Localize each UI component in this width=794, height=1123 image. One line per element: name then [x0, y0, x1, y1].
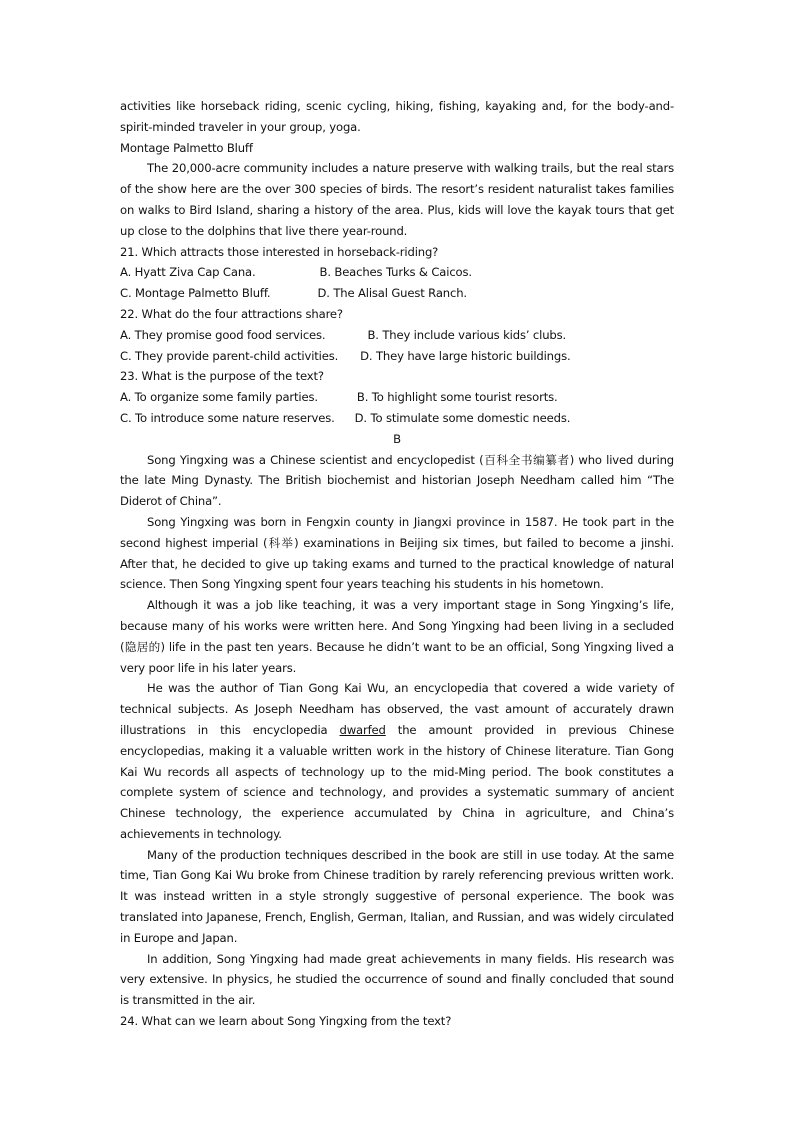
- option-21-a[interactable]: A. Hyatt Ziva Cap Cana.: [120, 265, 256, 280]
- passage-b-paragraph-2: Song Yingxing was born in Fengxin county in Jiangxi province in 1587. He took part in the second highest imperial (科举) examinations in Beijing six times, but failed to become a jinshi. After that, he decided to give up taking exams and turned to the practical knowledge of natural science. Then Song Yingxing spent four years teaching his students in his hometown.: [120, 514, 674, 592]
- question-21-stem: 21. Which attracts those interested in horseback-riding?: [120, 244, 439, 259]
- passage-b-paragraph-1: Song Yingxing was a Chinese scientist and encyclopedist (百科全书编纂者) who lived during the late Ming Dynasty. The British biochemist and historian Joseph Needham called him “The Diderot of China”.: [120, 452, 674, 509]
- intro-paragraph-end: activities like horseback riding, scenic cycling, hiking, fishing, kayaking and, for the body-and-spirit-minded traveler in your group, yoga.: [120, 99, 674, 134]
- option-21-c[interactable]: C. Montage Palmetto Bluff.: [120, 286, 271, 301]
- question-23: [120, 366, 674, 428]
- question-23-stem: 23. What is the purpose of the text?: [120, 369, 324, 384]
- question-21: [120, 242, 674, 304]
- option-22-d[interactable]: D. They have large historic buildings.: [360, 348, 571, 363]
- passage-b-paragraph-3: Although it was a job like teaching, it was a very important stage in Song Yingxing’s life, because many of his works were written here. And Song Yingxing had been living in a secluded (隐居的) life in the past ten years. Because he didn’t want to be an official, Song Yingxing lived a very poor life in his later years.: [120, 598, 674, 675]
- underlined-word-dwarfed: dwarfed: [339, 722, 386, 737]
- question-22: [120, 304, 674, 366]
- montage-heading: Montage Palmetto Bluff: [120, 140, 253, 155]
- exam-page: [120, 96, 674, 1032]
- question-23-row-2: [120, 408, 674, 429]
- option-22-b[interactable]: B. They include various kids’ clubs.: [367, 327, 567, 342]
- option-23-a[interactable]: A. To organize some family parties.: [120, 390, 318, 405]
- question-22-row-1: [120, 325, 674, 346]
- question-22-stem: 22. What do the four attractions share?: [120, 306, 343, 321]
- question-22-row-2: [120, 346, 674, 367]
- section-b-label: B: [393, 431, 401, 446]
- passage-b-paragraph-4: [120, 678, 674, 844]
- option-22-c[interactable]: C. They provide parent-child activities.: [120, 348, 339, 363]
- question-21-row-1: [120, 262, 674, 283]
- question-23-row-1: [120, 387, 674, 408]
- passage-b-paragraph-6: In addition, Song Yingxing had made great achievements in many fields. His research was very extensive. In physics, he studied the occurrence of sound and finally concluded that sound is transmitted in the air.: [120, 951, 674, 1008]
- option-23-d[interactable]: D. To stimulate some domestic needs.: [354, 410, 571, 425]
- paragraph-4-text-after: the amount provided in previous Chinese encyclopedias, making it a valuable written work in the history of Chinese literature. Tian Gong Kai Wu records all aspects of technology up to the mid-Ming period. The book constitutes a complete system of science and technology, and provides a systematic summary of ancient Chinese technology, the experience accumulated by China in agriculture, and China’s achievements in technology.: [120, 722, 674, 841]
- option-23-b[interactable]: B. To highlight some tourist resorts.: [356, 390, 558, 405]
- option-23-c[interactable]: C. To introduce some nature reserves.: [120, 410, 335, 425]
- paragraph-4-text-before: He was the author of Tian Gong Kai Wu, an encyclopedia that covered a wide variety of technical subjects. As Joseph Needham has observed, the vast amount of accurately drawn illustrations in this encyclopedia: [120, 681, 674, 737]
- question-24-stem: 24. What can we learn about Song Yingxing from the text?: [120, 1014, 452, 1029]
- option-21-d[interactable]: D. The Alisal Guest Ranch.: [317, 286, 467, 301]
- option-22-a[interactable]: A. They promise good food services.: [120, 327, 326, 342]
- montage-paragraph: The 20,000-acre community includes a nature preserve with walking trails, but the real stars of the show here are the over 300 species of birds. The resort’s resident naturalist takes families on walks to Bird Island, sharing a history of the area. Plus, kids will love the kayak tours that get up close to the dolphins that live there year-round.: [120, 161, 674, 238]
- option-21-b[interactable]: B. Beaches Turks & Caicos.: [319, 265, 472, 280]
- passage-b-paragraph-5: Many of the production techniques described in the book are still in use today. At the same time, Tian Gong Kai Wu broke from Chinese tradition by rarely referencing previous written work. It was instead written in a style strongly suggestive of personal experience. The book was translated into Japanese, French, English, German, Italian, and Russian, and was widely circulated in Europe and Japan.: [120, 847, 674, 945]
- question-21-row-2: [120, 283, 674, 304]
